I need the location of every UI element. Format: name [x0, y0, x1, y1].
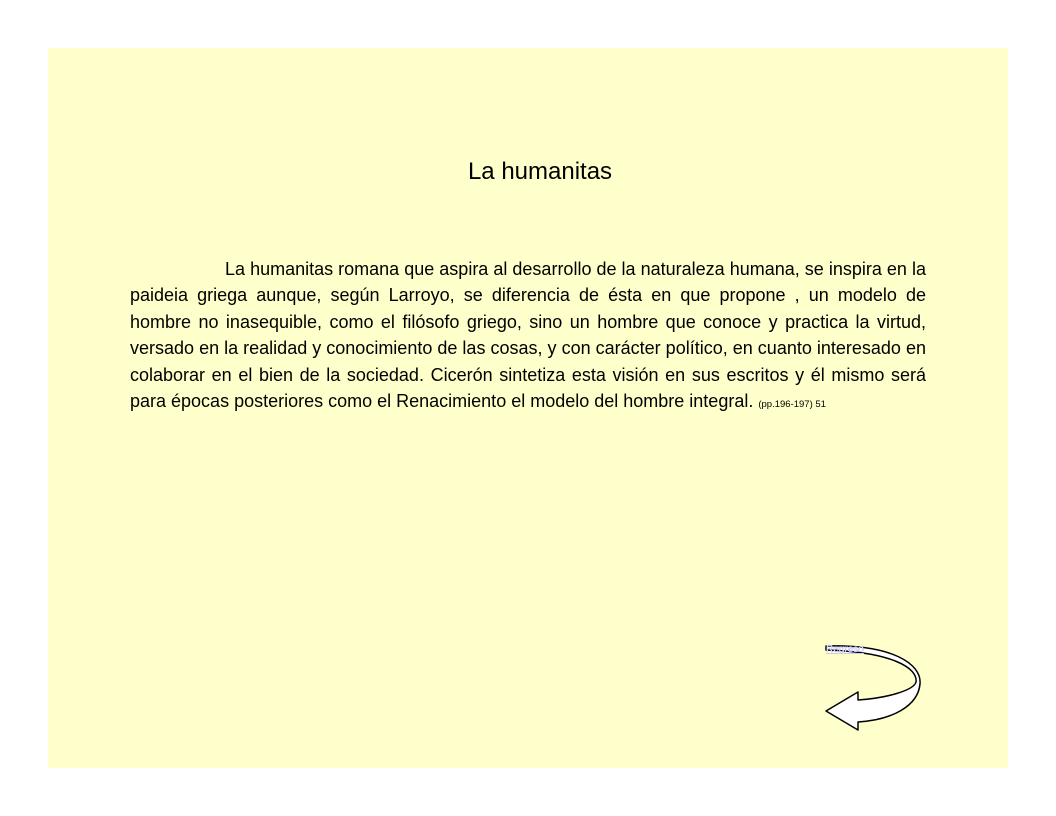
paragraph-text: La humanitas romana que aspira al desarrollo de la naturaleza humana, se inspira en la paideia griega aunque, según Larroyo, se diferencia de ésta en que propone , un modelo de hombre no inasequible, como el filósofo griego, sino un hombre que conoce y practica la virtud, versado en la realidad y conocimiento de las cosas, y con carácter político, en cuanto interesado en colaborar en el bien de la sociedad. Cicerón sintetiza esta visión en sus escritos y él mismo será para épocas posteriores como el Renacimiento el modelo del hombre integral.: [130, 259, 926, 412]
back-button[interactable]: [822, 638, 928, 734]
back-label[interactable]: Regreso: [826, 644, 864, 655]
citation: (pp.196-197) 51: [758, 399, 826, 411]
slide: [48, 48, 1008, 768]
slide-title: La humanitas: [467, 158, 613, 185]
body-paragraph: [130, 256, 926, 418]
